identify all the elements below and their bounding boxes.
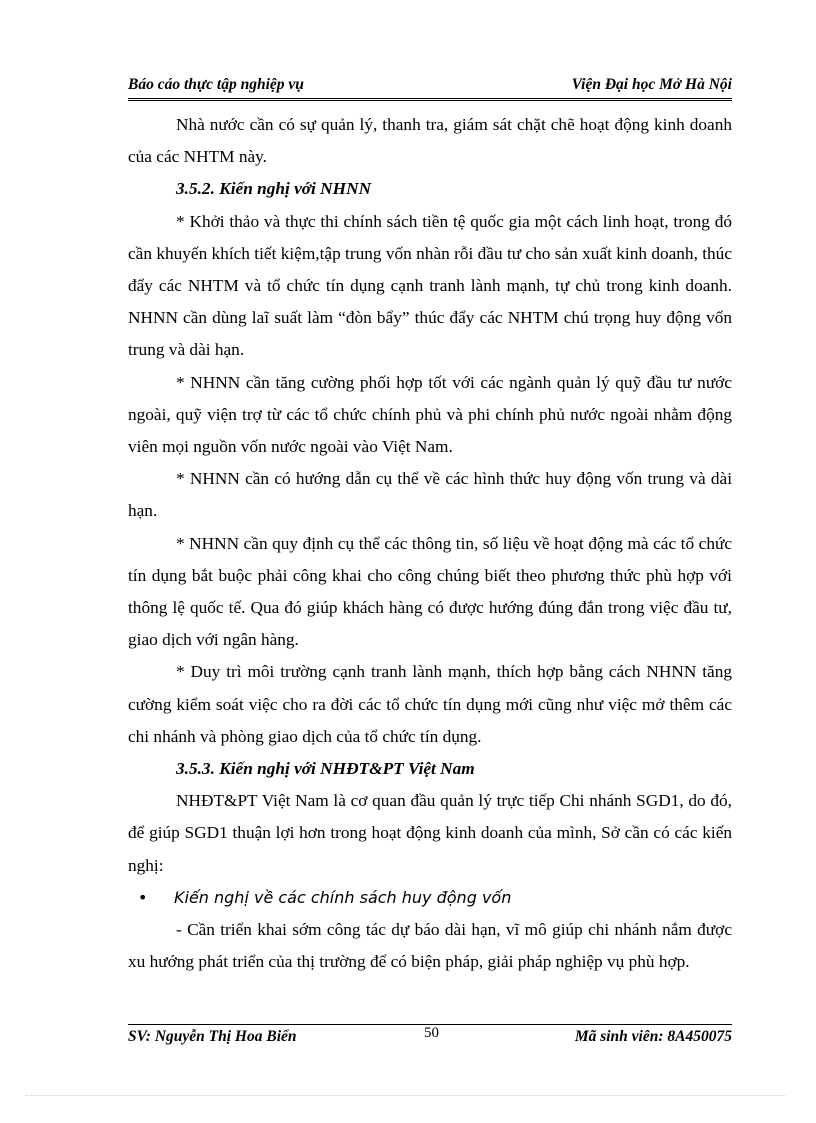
section-heading-3-5-3: 3.5.3. Kiến nghị với NHĐT&PT Việt Nam	[176, 759, 475, 779]
paragraph-monetary-policy: * Khởi thảo và thực thi chính sách tiền tệ quốc gia một cách linh hoạt, trong đó cần khuyến khích tiết kiệm,tập trung vốn nhàn rỗi đầu tư cho sản xuất kinh doanh, thúc đẩy các NHTM và tổ chức tín dụng cạnh tranh lành mạnh, tự chủ trong kinh doanh. NHNN cần dùng laĩ suất làm “đòn bẩy” thúc đẩy các NHTM chú trọng huy động vốn trung và dài hạn.	[128, 211, 732, 360]
header-divider	[128, 98, 732, 101]
footer-student-name: SV: Nguyễn Thị Hoa Biển	[128, 1028, 297, 1045]
page-bottom-dotted-line	[26, 1095, 786, 1096]
paragraph-state-supervision: Nhà nước cần có sự quản lý, thanh tra, giám sát chặt chẽ hoạt động kinh doanh của các NHTM này.	[128, 115, 732, 167]
paragraph-disclosure: * NHNN cần quy định cụ thể các thông tin, số liệu về hoạt động mà các tổ chức tín dụng bắt buộc phải công khai cho công chúng biết theo phương thức phù hợp với thông lệ quốc tế. Qua đó giúp khách hàng có được hướng đúng đắn trong việc đầu tư, giao dịch với ngân hàng.	[128, 533, 732, 650]
bullet-text: Kiến nghị về các chính sách huy động vốn	[174, 887, 512, 907]
paragraph-foreign-funds: * NHNN cần tăng cường phối hợp tốt với các ngành quản lý quỹ đầu tư nước ngoài, quỹ viện trợ từ các tổ chức chính phủ và phi chính phủ nước ngoài nhằm động viên mọi nguồn vốn nước ngoài vào Việt Nam.	[128, 372, 732, 457]
page-footer	[128, 1025, 732, 1050]
paragraph-guidance: * NHNN cần có hướng dẫn cụ thể về các hình thức huy động vốn trung và dài hạn.	[128, 469, 732, 521]
paragraph-forecast: - Cần triển khai sớm công tác dự báo dài hạn, vĩ mô giúp chi nhánh nắm được xu hướng phát triển của thị trường để có biện pháp, giải pháp nghiệp vụ phù hợp.	[128, 920, 732, 972]
page-header	[128, 74, 732, 98]
bullet-icon: •	[138, 887, 148, 907]
document-body	[128, 109, 732, 978]
header-report-title: Báo cáo thực tập nghiệp vụ	[128, 76, 304, 93]
footer-student-id: Mã sinh viên: 8A450075	[574, 1028, 732, 1045]
paragraph-bidv: NHĐT&PT Việt Nam là cơ quan đầu quản lý trực tiếp Chi nhánh SGD1, do đó, để giúp SGD1 thuận lợi hơn trong hoạt động kinh doanh của mình, Sở cần có các kiến nghị:	[128, 791, 732, 875]
section-heading-3-5-2: 3.5.2. Kiến nghị với NHNN	[176, 179, 372, 199]
header-institution: Viện Đại học Mở Hà Nội	[571, 76, 732, 93]
page-number: 50	[424, 1025, 439, 1041]
paragraph-competition: * Duy trì môi trường cạnh tranh lành mạnh, thích hợp bằng cách NHNN tăng cường kiểm soát việc cho ra đời các tổ chức tín dụng mới cũng như việc mở thêm các chi nhánh và phòng giao dịch của tổ chức tín dụng.	[128, 662, 732, 746]
bullet-item	[128, 882, 732, 914]
